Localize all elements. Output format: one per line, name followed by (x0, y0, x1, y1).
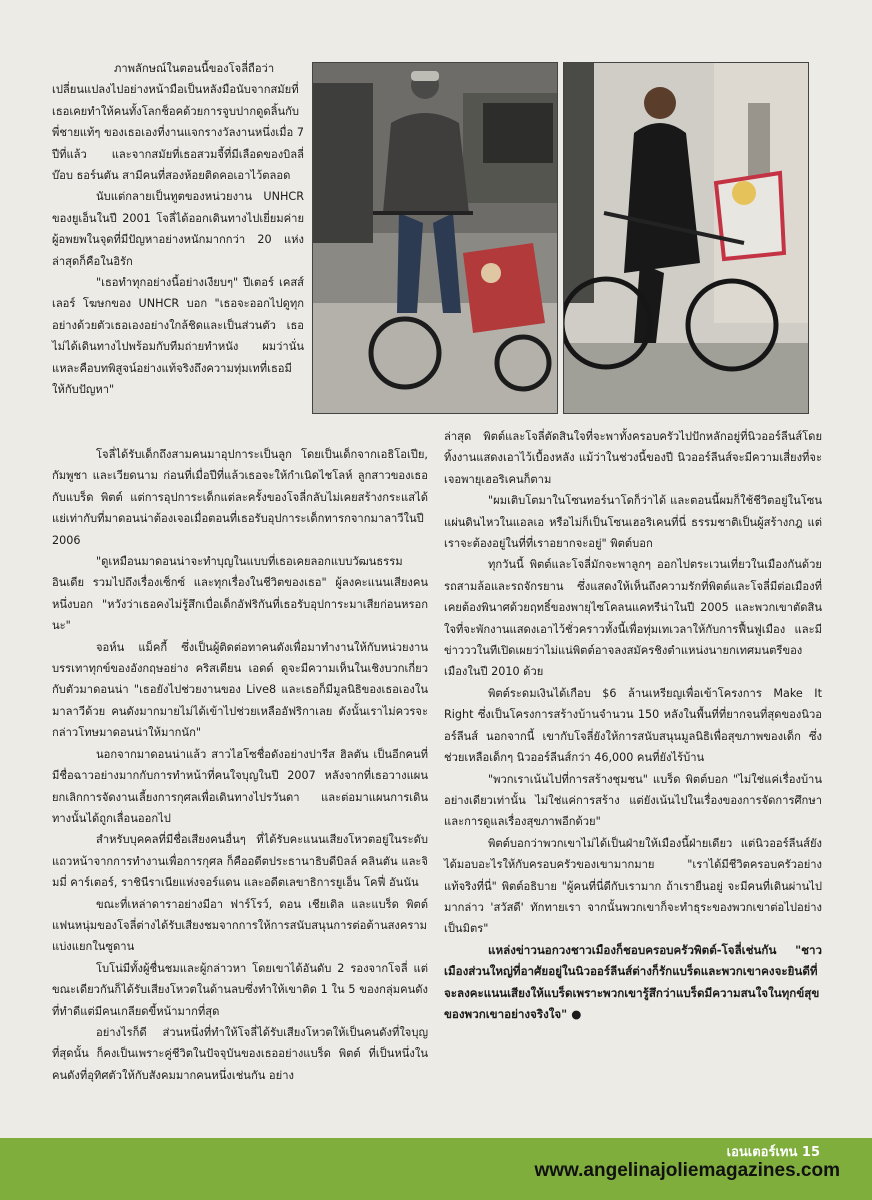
photo-woman-riding-bicycle (563, 62, 809, 414)
photo-illustration (564, 63, 808, 413)
page-number-label: เอนเตอร์เทน 15 (726, 1145, 820, 1160)
article-paragraph: นอกจากมาดอนน่าแล้ว สาวไฮโซชื่อดังอย่างปารีส ฮิลตัน เป็นอีกคนที่มีชื่อฉาวอย่างมากกับการทำหน้าที่คนใจบุญในปี 2007 หลังจากที่เธอวางแผนยกเลิกการจัดงานเลี้ยงการกุศลเพื่อเดินทางไปรวันดา และต่อมาแผนการเดินทางนั้นได้ถูกเลื่อนออกไป (52, 747, 428, 825)
article-paragraph: "พวกเราเน้นไปที่การสร้างชุมชน" แบร็ด พิตต์บอก "ไม่ใช่แค่เรื่องบ้านอย่างเดียวเท่านั้น ไม่ใช่แค่การสร้าง แต่ยังเน้นไปในเรื่องของการจัดการศึกษาและการดูแลเรื่องสุขภาพอีกด้วย" (444, 772, 822, 829)
article-paragraph: จอห์น แม็คกี้ ซึ่งเป็นผู้ติดต่อทาคนดังเพื่อมาทำงานให้กับหน่วยงานบรรเทาทุกข์ของอังกฤษอย่าง คริสเตียน เอดด์ ดูจะมีความเห็นในเชิงบวกเกี่ยวกับตัวมาดอนน่า "เธอยังไปช่วยงานของ Live8 และเธอก็มีมูลนิธิของเธอเองในมาลาวีด้วย คนดังมากมายไม่ได้เข้าไปช่วยเหลืออัฟริกาเลย ดังนั้นเราไม่ควรจะกล่าวโทษมาดอนน่าให้มากนัก" (52, 640, 428, 740)
article-paragraph: พิตต์ระดมเงินได้เกือบ $6 ล้านเหรียญเพื่อเข้าโครงการ Make It Right ซึ่งเป็นโครงการสร้างบ้านจำนวน 150 หลังในพื้นที่ที่ยากจนที่สุดของนิวออร์ลีนส์ นอกจากนี้ เขากับโจลี่ยังให้การสนับสนุนมูลนิธิเพื่อสุขภาพของเด็ก ซึ่งช่วยเหลือเด็กๆ นิวออร์ลีนส์กว่า 46,000 คนที่ยังไร้บ้าน (444, 686, 822, 765)
article-column-top-left (52, 58, 304, 401)
article-paragraph: สำหรับบุคคลที่มีชื่อเสียงคนอื่นๆ ที่ได้รับคะแนนเสียงโหวตอยู่ในระดับแถวหน้าจากการทำงานเพื่อการกุศล ก็คืออดีตประธานาธิบดีบิลล์ คลินตัน และจิมมี่ คาร์เตอร์, ราชินีราเนียแห่งจอร์แดน และอดีตเลขาธิการยูเอ็น โคฟี่ อันนัน (52, 833, 428, 890)
article-paragraph: "ดูเหมือนมาดอนน่าจะทำบุญในแบบที่เธอเคยลอกแบบวัฒนธรรมอินเดีย รวมไปถึงเรื่องเซ็กซ์ และทุกเรื่องในชีวิตของเธอ" ผู้ลงคะแนนเสียงคนหนึ่งบอก "หวังว่าเธอคงไม่รู้สึกเบื่อเด็กอัฟริกันที่เธอรับอุปการะมาเสียก่อนหรอกนะ" (52, 555, 428, 633)
article-paragraph: โจลี่ได้รับเด็กถึงสามคนมาอุปการะเป็นลูก โดยเป็นเด็กจากเอธิโอเปีย, กัมพูชา และเวียดนาม ก่อนที่เมื่อปีที่แล้วเธอจะให้กำเนิดไชโลห์ ลูกสาวของเธอกับแบร็ด พิตต์ แต่การอุปการะเด็กแต่ละครั้งของโจลี่กลับไม่เคยสร้างกระแสได้แย่เท่ากับที่มาดอนน่าต้องเจอเมื่อตอนที่เธอรับอุปการะเด็กทารกจากมาลาวีในปี 2006 (52, 448, 428, 547)
article-paragraph: ทุกวันนี้ พิตต์และโจลี่มักจะพาลูกๆ ออกไปตระเวนเที่ยวในเมืองกันด้วยรถสามล้อและรถจักรยาน ซึ่งแสดงให้เห็นถึงความรักที่พิตต์และโจลี่มีต่อเมืองที่เคยต้องพินาศด้วยฤทธิ์ของพายุไซโคลนแคทรีน่าในปี 2005 และพวกเขาตัดสินใจที่จะพักงานแสดงเอาไว้ชั่วคราวทั้งนี้เพื่อทุ่มเทเวลาให้กับการฟื้นฟูเมือง และมีข่าวววในทีเปิดเผยว่าไม่แน่พิตต์อาจลงสมัครชิงตำแหน่งนายกเทศมนตรีของเมืองในปี 2010 ด้วย (444, 558, 822, 679)
article-paragraph: พิตต์บอกว่าพวกเขาไม่ได้เป็นฝ่ายให้เมืองนี้ฝ่ายเดียว แต่นิวออร์ลีนส์ยังได้มอบอะไรให้กับครอบครัวของเขามากมาย "เราได้มีชีวิตครอบครัวอย่างแท้จริงที่นี่" พิตต์อธิบาย "ผู้คนที่นี่ดีกับเรามาก ถ้าเรายืนอยู่ จะมีคนที่เดินผ่านไปมากล่าว 'สวัสดี' ทักทายเรา จากนั้นพวกเขาก็จะทำธุระของพวกเขาต่อไปอย่างเป็นมิตร" (444, 836, 822, 936)
article-paragraph: "เธอทำทุกอย่างนี้อย่างเงียบๆ" ปีเตอร์ เคสส์เลอร์ โฆษกของ UNHCR บอก "เธอจะออกไปดูทุกอย่างด้วยตัวเธอเองอย่างใกล้ชิดและเป็นส่วนตัว เธอไม่ได้เดินทางไปพร้อมกับทีมถ่ายทำหนัง ผมว่านั่นแหละคือบทพิสูจน์อย่างแท้จริงถึงความทุ่มเทที่เธอมีให้กับปัญหา" (52, 276, 304, 397)
photo-man-riding-tricycle (312, 62, 558, 414)
photo-illustration (313, 63, 557, 413)
article-paragraph: ขณะที่เหล่าดาราอย่างมีอา ฟาร์โรว์, ดอน เชียเดิล และแบร็ด พิตต์ แฟนหนุ่มของโจลี่ต่างได้รับเสียงชมจากการให้การสนับสนุนการต่อต้านสงครามแบ่งแยกในซูดาน (52, 897, 428, 954)
article-paragraph: อย่างไรก็ดี ส่วนหนึ่งที่ทำให้โจลี่ได้รับเสียงโหวตให้เป็นคนดังที่ใจบุญที่สุดนั้น ก็คงเป็นเพราะคู่ชีวิตในปัจจุบันของเธออย่างแบร็ด พิตต์ ที่เป็นหนึ่งในคนดังที่อุทิศตัวให้กับสังคมมากคนหนึ่งเช่นกัน อย่าง (52, 1025, 428, 1082)
article-paragraph: "ผมเติบโตมาในโซนทอร์นาโดก็ว่าได้ และตอนนี้ผมก็ใช้ชีวิตอยู่ในโซนแผ่นดินไหวในแอลเอ หรือไม่ก็เป็นโซนเฮอริเคนที่นี่ ธรรมชาติเป็นผู้สร้างกฎ แต่เราจะต้องอยู่ในที่ที่เราอยากจะอยู่" พิตต์บอก (444, 494, 822, 551)
article-paragraph: ภาพลักษณ์ในตอนนี้ของโจลี่ถือว่าเปลี่ยนแปลงไปอย่างหน้ามือเป็นหลังมือนับจากสมัยที่เธอเคยทำให้คนทั้งโลกช็อคด้วยการจูบปากดูดลิ้นกับพี่ชายแท้ๆ ของเธอเองที่งานแจกรางวัลงานหนึ่งเมื่อ 7 ปีที่แล้ว และจากสมัยที่เธอสวมจี้ที่มีเลือดของบิลลี่ บ๊อบ ธอร์นตัน สามีคนที่สองห้อยติดคอเอาไว้ตลอด (52, 62, 304, 183)
article-paragraph: ล่าสุด พิตต์และโจลี่ตัดสินใจที่จะพาทั้งครอบครัวไปปักหลักอยู่ที่นิวออร์ลีนส์โดยทิ้งงานแสดงเอาไว้เบื้องหลัง แม้ว่าในช่วงนี้ของปี นิวออร์ลีนส์จะมีความเสี่ยงที่จะเจอพายุเฮอริเคนก็ตาม (444, 430, 822, 486)
article-paragraph: นับแต่กลายเป็นทูตของหน่วยงาน UNHCR ของยูเอ็นในปี 2001 โจลี่ได้ออกเดินทางไปเยี่ยมค่ายผู้อพยพในจุดที่มีปัญหาอย่างหนักมากกว่า 20 แห่ง ล่าสุดก็คือในอิรัก (52, 190, 304, 268)
article-column-bottom-left (52, 444, 428, 1086)
article-paragraph: โบโน่มีทั้งผู้ชื่นชมและผู้กล่าวหา โดยเขาได้อันดับ 2 รองจากโจลี่ แต่ขณะเดียวกันก็ได้รับเสียงโหวตในด้านลบซึ่งทำให้เขาติด 1 ใน 5 ของกลุ่มคนดังที่ทำดีแต่มีคนเกลียดขี้หน้ามากที่สุด (52, 961, 428, 1018)
article-closing-paragraph: แหล่งข่าวนอกวงชาวเมืองก็ชอบครอบครัวพิตต์-โจลี่เช่นกัน "ชาวเมืองส่วนใหญ่ที่อาศัยอยู่ในนิวออร์ลีนส์ต่างก็รักแบร็ดและพวกเขาคงจะยินดีที่จะลงคะแนนเสียงให้แบร็ดเพราะพวกเขารู้สึกว่าแบร็ดมีความสนใจในทุกข์สุขของพวกเขาอย่างจริงใจ" ● (444, 942, 822, 1021)
website-url: www.angelinajoliemagazines.com (534, 1160, 840, 1181)
article-column-right (444, 426, 822, 1025)
